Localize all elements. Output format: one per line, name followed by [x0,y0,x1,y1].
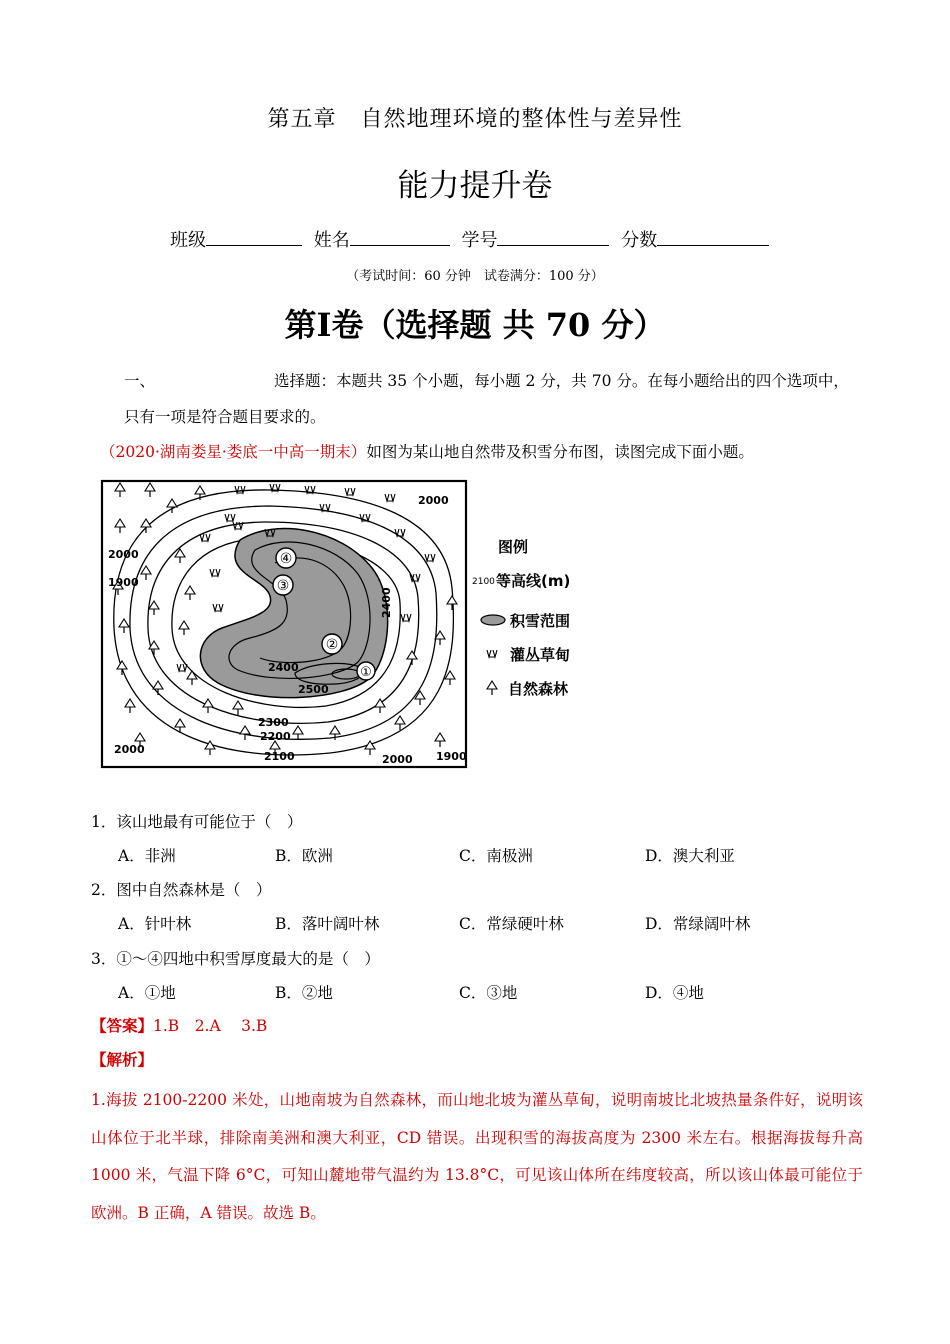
contour-label: 2200 [260,730,291,743]
contour-label: 2000 [108,548,139,561]
intro-text-1: 选择题：本题共 35 个小题，每小题 2 分，共 70 分。在每小题给出的四个选项中， [274,372,849,390]
analysis-label: 【解析】 [91,1050,154,1069]
explanation-text: 1.海拔 2100-2200 米处，山地南坡为自然森林，而山地北坡为灌丛草甸，说明南坡比北坡热量条件好，说明该山体位于北半球，排除南美洲和澳大利亚，CD 错误。出现积雪的海拔高度为 2300 米左右。根据海拔每升高 1000 米，气温下降 6°C，可知山麓地带气温约为 13.8°C，可见该山体所在纬度较高，所以该山体最可能位于欧洲。B 正确，A 错误。故选 B。 [91,1091,863,1222]
question-1-stem: 1．该山地最有可能位于（ ） [91,813,303,831]
intro-line-1 [124,369,849,391]
answer-text: 1.B 2.A 3.B [153,1017,268,1035]
point-4: ④ [279,551,293,567]
q1-option-a[interactable]: A．非洲 [118,847,176,865]
page-title: 能力提升卷 [397,168,553,204]
question-2-stem: 2．图中自然森林是（ ） [91,881,272,899]
mountain-map-figure [100,478,600,773]
chapter-heading [0,102,950,133]
intro-line-2: 只有一项是符合题目要求的。 [124,408,326,426]
contour-label: 1900 [436,750,467,763]
q1-option-c[interactable]: C．南极洲 [459,847,533,865]
q3-option-d[interactable]: D．④地 [645,984,704,1002]
q3-option-a[interactable]: A．①地 [118,984,176,1002]
answer-line [91,1014,267,1036]
q3-option-b[interactable]: B．②地 [275,984,333,1002]
name-label: 姓名 [313,230,350,251]
legend-contour: 等高线(m) [496,572,571,590]
intro-number: 一、 [124,372,156,390]
q1-option-b[interactable]: B．欧洲 [275,847,333,865]
chapter-title: 自然地理环境的整体性与差异性 [360,107,683,132]
contour-label: 2000 [418,494,449,507]
id-blank[interactable] [497,229,609,246]
point-1: ① [360,665,372,680]
student-info-fields [170,226,775,252]
contour-label: 1900 [108,576,139,589]
source-tag: （2020·湖南娄星·娄底一中高一期末） [100,443,367,461]
point-3: ③ [276,578,290,594]
legend-contour-sample: 2100 [472,577,495,587]
contour-label: 2100 [264,750,295,763]
score-label: 分数 [621,230,658,251]
contour-label: 2300 [258,716,289,729]
q2-option-d[interactable]: D．常绿阔叶林 [645,915,751,933]
contour-label: 2400 [268,661,299,674]
contour-label: 2000 [114,743,145,756]
question-3-stem: 3．①～④四地中积雪厚度最大的是（ ） [91,950,380,968]
score-blank[interactable] [657,229,769,246]
section-title: 第I卷（选择题 共 70 分） [284,306,666,344]
legend-shrub: 灌丛草甸 [510,646,571,664]
point-2: ② [325,637,339,653]
q3-option-c[interactable]: C．③地 [459,984,518,1002]
class-label: 班级 [170,230,206,251]
answer-label: 【答案】 [91,1016,154,1035]
exam-note: （考试时间：60 分钟 试卷满分：100 分） [346,269,604,284]
question-source [100,440,754,462]
q2-option-b[interactable]: B．落叶阔叶林 [275,915,380,933]
legend-forest: 自然森林 [508,680,569,698]
id-label: 学号 [461,230,498,251]
q2-option-a[interactable]: A．针叶林 [118,915,192,933]
class-blank[interactable] [206,229,302,246]
contour-label: 2000 [382,753,413,766]
contour-label: 2400 [380,587,393,618]
legend-snow: 积雪范围 [510,612,571,630]
chapter-number: 第五章 [267,107,337,132]
contour-label: 2500 [298,683,329,696]
source-text: 如图为某山地自然带及积雪分布图，读图完成下面小题。 [366,443,754,461]
q1-option-d[interactable]: D．澳大利亚 [645,847,735,865]
name-blank[interactable] [350,229,450,246]
q2-option-c[interactable]: C．常绿硬叶林 [459,915,564,933]
legend-title: 图例 [498,538,529,556]
